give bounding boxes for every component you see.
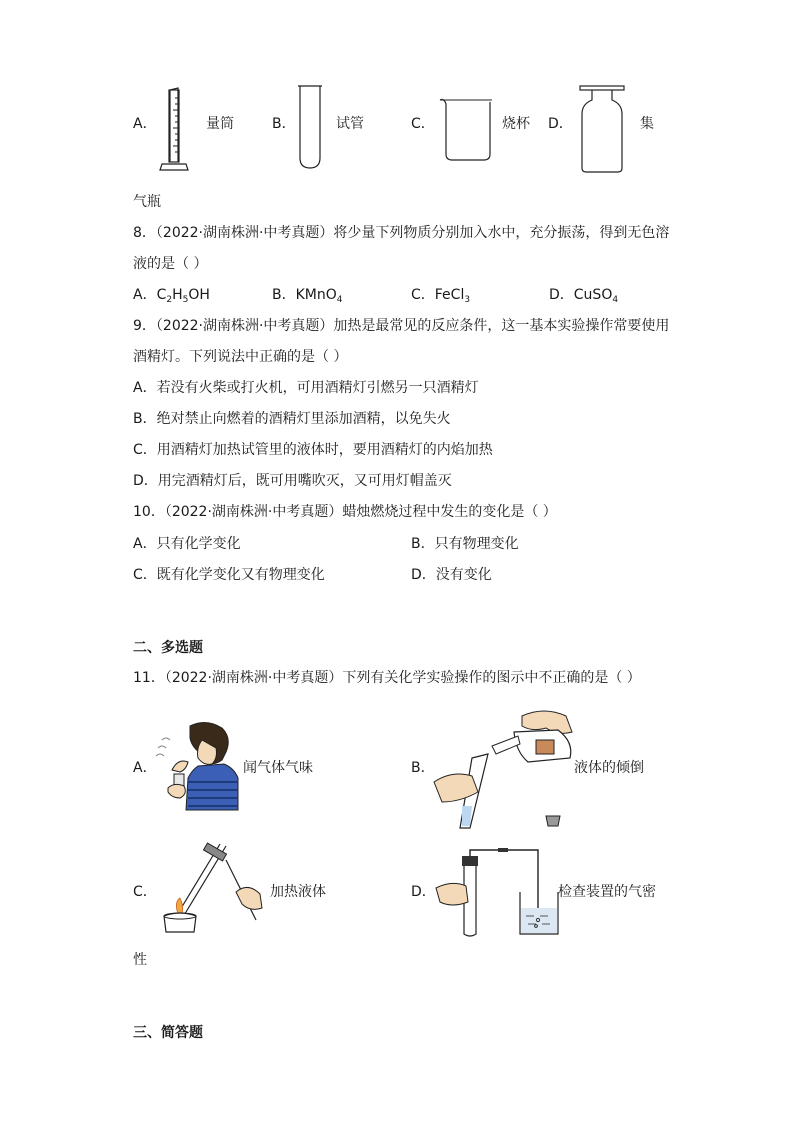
q9-option-c: C．用酒精灯加热试管里的液体时，要用酒精灯的内焰加热 (133, 442, 493, 458)
q11-option-a-letter: A． (133, 760, 157, 776)
smelling-gas-illustration (152, 718, 242, 812)
section-heading-short-answer: 三、简答题 (133, 1025, 203, 1041)
q8-stem-line2: 液的是（ ） (133, 256, 208, 272)
section-heading-multiple-choice: 二、多选题 (133, 640, 203, 656)
q7-option-c-letter: C． (411, 116, 435, 132)
q10-option-a: A．只有化学变化 (133, 536, 241, 552)
q9-stem-line1: 9．（2022·湖南株洲·中考真题）加热是最常见的反应条件，这一基本实验操作常要使用 (133, 318, 670, 334)
q9-stem-line2: 酒精灯。下列说法中正确的是（ ） (133, 349, 348, 365)
q10-option-d: D．没有变化 (411, 567, 492, 583)
q11-option-b-label: 液体的倾倒 (574, 760, 644, 776)
q8-stem-line1: 8．（2022·湖南株洲·中考真题）将少量下列物质分别加入水中，充分振荡，得到无色溶 (133, 225, 670, 241)
q8-option-c: C．FeCl$_3$ (411, 287, 471, 305)
q10-option-c: C．既有化学变化又有物理变化 (133, 567, 325, 583)
q11-option-a-label: 闻气体气味 (243, 760, 313, 776)
q9-option-a: A．若没有火柴或打火机，可用酒精灯引燃另一只酒精灯 (133, 380, 479, 396)
beaker-image (436, 96, 496, 164)
gas-collecting-bottle-image (578, 84, 628, 176)
airtightness-check-illustration (434, 846, 564, 938)
q7-option-a-label: 量筒 (206, 116, 234, 132)
q7-option-a-letter: A． (133, 116, 157, 132)
q7-option-b-label: 试管 (336, 116, 364, 132)
q11-option-c-label: 加热液体 (270, 884, 326, 900)
pouring-liquid-illustration (432, 706, 582, 832)
q11-option-d-label-part2: 性 (133, 952, 147, 968)
q8-option-d: D．CuSO$_4$ (549, 287, 619, 305)
q11-option-d-letter: D． (411, 884, 436, 900)
heating-liquid-illustration (150, 840, 266, 936)
q9-option-d: D．用完酒精灯后，既可用嘴吹灭，又可用灯帽盖灭 (133, 473, 452, 489)
q7-option-d-letter: D． (548, 116, 573, 132)
q11-stem: 11．（2022·湖南株洲·中考真题）下列有关化学实验操作的图示中不正确的是（ ） (133, 670, 641, 686)
q7-option-d-label-part1: 集 (640, 116, 654, 132)
q7-option-b-letter: B． (272, 116, 296, 132)
q8-option-a: A．$C_2H_5OH$ (133, 287, 210, 305)
graduated-cylinder-image (158, 84, 198, 174)
q11-option-c-letter: C． (133, 884, 157, 900)
q9-option-b: B．绝对禁止向燃着的酒精灯里添加酒精，以免失火 (133, 411, 451, 427)
q11-option-d-label-part1: 检查装置的气密 (558, 884, 656, 900)
q11-option-b-letter: B． (411, 760, 435, 776)
q10-stem: 10．（2022·湖南株洲·中考真题）蜡烛燃烧过程中发生的变化是（ ） (133, 504, 557, 520)
q8-option-b: B．KMnO$_4$ (272, 287, 343, 305)
test-tube-image (296, 82, 326, 172)
q7-option-c-label: 烧杯 (502, 116, 530, 132)
q10-option-b: B．只有物理变化 (411, 536, 519, 552)
q7-option-d-label-part2: 气瓶 (133, 194, 161, 210)
